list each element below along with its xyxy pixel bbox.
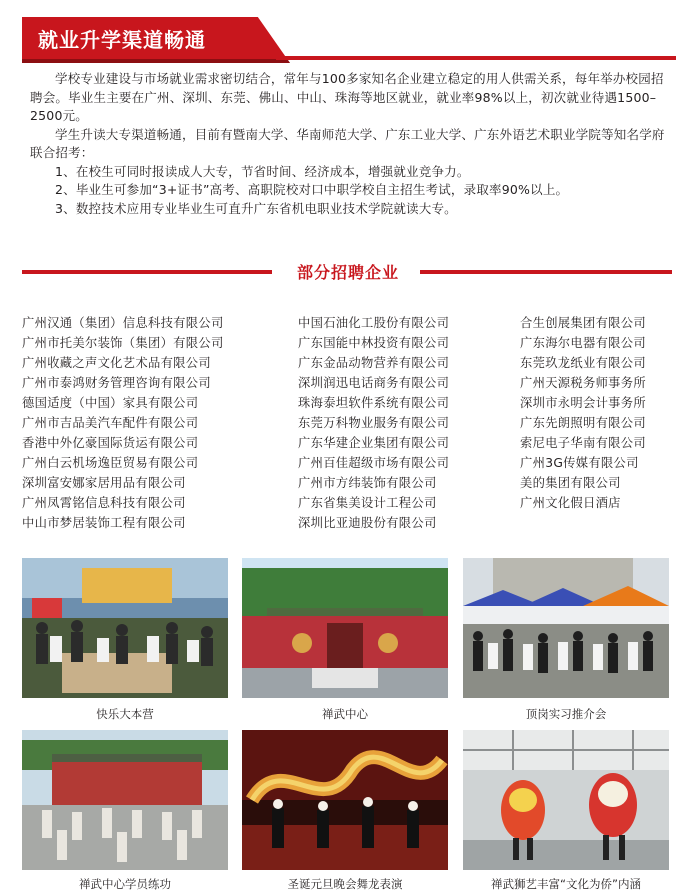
company-name: 广东先朗照明有限公司 <box>520 416 646 430</box>
company-column-1 <box>22 313 224 533</box>
company-column-3 <box>520 313 646 513</box>
company-name: 珠海泰坦软件系统有限公司 <box>298 396 450 410</box>
photo-martial-center <box>242 558 448 698</box>
photo-job-fair <box>463 558 669 698</box>
company-name: 广州汉通（集团）信息科技有限公司 <box>22 316 224 330</box>
intro-paragraph-employment: 学校专业建设与市场就业需求密切结合，常年与100多家知名企业建立稳定的用人供需关系，每年举办校园招聘会。毕业生主要在广州、深圳、东莞、佛山、中山、珠海等地区就业，就业率98%以上，初次就业待遇1500–2500元。 <box>30 71 664 123</box>
company-name: 深圳比亚迪股份有限公司 <box>298 516 437 530</box>
company-name: 索尼电子华南有限公司 <box>520 436 646 450</box>
photo-camp <box>22 558 228 698</box>
intro-item: 3、数控技术应用专业毕业生可直升广东省机电职业技术学院就读大专。 <box>55 200 457 216</box>
company-name: 广州收藏之声文化艺术品有限公司 <box>22 356 211 370</box>
company-name: 合生创展集团有限公司 <box>520 316 646 330</box>
intro-item: 1、在校生可同时报读成人大专，节省时间、经济成本，增强就业竞争力。 <box>55 163 470 179</box>
photo-martial-training <box>22 730 228 870</box>
company-name: 东莞万科物业服务有限公司 <box>298 416 450 430</box>
company-name: 广东国能中林投资有限公司 <box>298 336 450 350</box>
photo-dragon-dance <box>242 730 448 870</box>
intro-paragraph-college: 学生升读大专渠道畅通，目前有暨南大学、华南师范大学、广东工业大学、广东外语艺术职业学院等知名学府联合招考： <box>30 126 665 160</box>
company-name: 德国适度（中国）家具有限公司 <box>22 396 199 410</box>
company-column-2 <box>298 313 449 533</box>
section-title: 就业升学渠道畅通 <box>38 28 206 52</box>
company-name: 广州市托美尔装饰（集团）有限公司 <box>22 336 224 350</box>
company-name: 广东金品动物营养有限公司 <box>298 356 450 370</box>
photo-caption: 顶岗实习推介会 <box>525 707 607 721</box>
company-name: 广州文化假日酒店 <box>520 496 621 510</box>
divider-left <box>22 270 272 274</box>
banner-rule <box>276 56 676 60</box>
company-name: 广州百佳超级市场有限公司 <box>298 456 450 470</box>
intro-text <box>30 70 672 218</box>
company-name: 东莞玖龙纸业有限公司 <box>520 356 646 370</box>
photo-caption: 圣诞元旦晚会舞龙表演 <box>287 877 403 891</box>
company-name: 广州凤霄铭信息科技有限公司 <box>22 496 186 510</box>
company-name: 广州市方纬装饰有限公司 <box>298 476 437 490</box>
company-name: 广州白云机场逸臣贸易有限公司 <box>22 456 199 470</box>
company-name: 广州市吉品美汽车配件有限公司 <box>22 416 199 430</box>
company-name: 美的集团有限公司 <box>520 476 621 490</box>
company-name: 广东省集美设计工程公司 <box>298 496 437 510</box>
company-name: 深圳富安娜家居用品有限公司 <box>22 476 186 490</box>
company-name: 香港中外亿豪国际货运有限公司 <box>22 436 199 450</box>
company-name: 广州市泰鸿财务管理咨询有限公司 <box>22 376 211 390</box>
company-name: 广州天源税务师事务所 <box>520 376 646 390</box>
company-name: 广东海尔电器有限公司 <box>520 336 646 350</box>
photo-caption: 禅武中心学员练功 <box>79 877 171 891</box>
company-name: 广州3G传媒有限公司 <box>520 456 639 470</box>
photo-lion-dance <box>463 730 669 870</box>
company-name: 广东华建企业集团有限公司 <box>298 436 450 450</box>
photo-caption: 禅武中心 <box>322 707 368 721</box>
photo-caption: 禅武狮艺丰富“文化为侨”内涵 <box>491 877 641 891</box>
company-name: 中山市梦居装饰工程有限公司 <box>22 516 186 530</box>
divider-right <box>420 270 672 274</box>
company-name: 深圳市永明会计事务所 <box>520 396 646 410</box>
company-name: 深圳润迅电话商务有限公司 <box>298 376 450 390</box>
photo-caption: 快乐大本营 <box>96 707 154 721</box>
recruit-title: 部分招聘企业 <box>296 263 399 282</box>
company-name: 中国石油化工股份有限公司 <box>298 316 450 330</box>
intro-item: 2、毕业生可参加“3+证书”高考、高职院校对口中职学校自主招生考试，录取率90%以上。 <box>55 182 569 197</box>
